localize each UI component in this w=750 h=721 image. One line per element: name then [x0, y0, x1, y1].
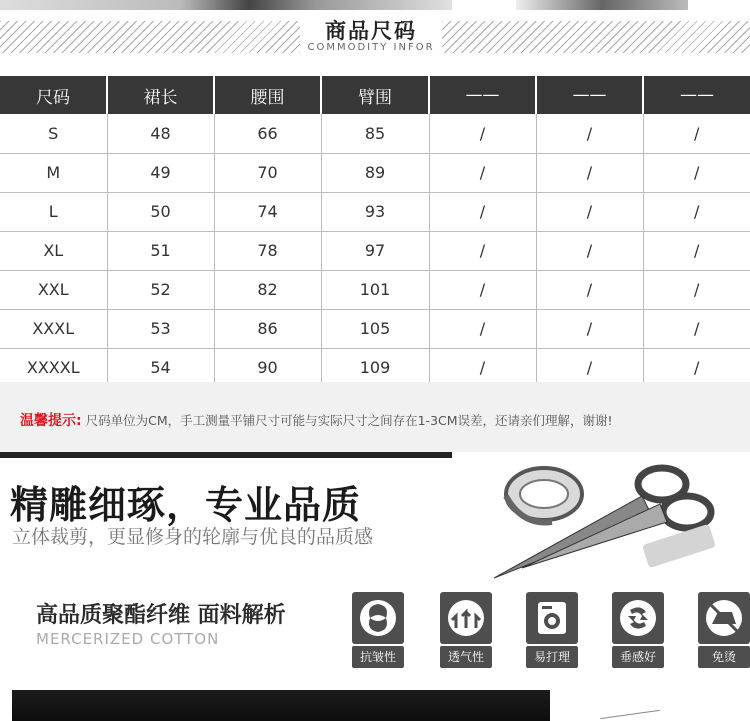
section-subtitle: COMMODITY INFOR	[307, 42, 435, 53]
col-header-blank-1: ——	[429, 76, 536, 114]
top-photo-left	[0, 0, 452, 10]
table-cell: /	[429, 114, 536, 153]
table-row	[0, 309, 750, 348]
table-cell: XXXXL	[0, 348, 107, 387]
feature-anti-wrinkle	[352, 592, 404, 668]
size-note	[20, 410, 613, 430]
table-cell: /	[536, 348, 643, 387]
feature-label: 透气性	[440, 646, 492, 668]
table-cell: 70	[214, 153, 321, 192]
table-cell: /	[643, 231, 750, 270]
table-cell: 51	[107, 231, 214, 270]
swirl-icon	[352, 592, 404, 644]
detail-headline: 精雕细琢，专业品质	[10, 483, 362, 527]
table-cell: 105	[321, 309, 429, 348]
washing-machine-icon	[526, 592, 578, 644]
table-cell: 50	[107, 192, 214, 231]
table-cell: /	[643, 192, 750, 231]
table-cell: /	[536, 231, 643, 270]
detail-subhead: 立体裁剪，更显修身的轮廓与优良的品质感	[12, 526, 374, 548]
table-cell: /	[536, 192, 643, 231]
table-row	[0, 270, 750, 309]
table-cell: /	[536, 270, 643, 309]
hatch-left	[0, 21, 300, 53]
table-cell: XXXL	[0, 309, 107, 348]
table-cell: /	[536, 114, 643, 153]
table-cell: 54	[107, 348, 214, 387]
no-iron-icon	[698, 592, 750, 644]
feature-label: 抗皱性	[352, 646, 404, 668]
table-cell: 48	[107, 114, 214, 153]
table-cell: 93	[321, 192, 429, 231]
table-cell: /	[429, 153, 536, 192]
breathable-icon	[440, 592, 492, 644]
table-cell: 66	[214, 114, 321, 153]
table-cell: 49	[107, 153, 214, 192]
table-row	[0, 153, 750, 192]
table-row	[0, 114, 750, 153]
table-cell: XL	[0, 231, 107, 270]
section-header	[0, 18, 750, 58]
note-label: 温馨提示:	[20, 413, 82, 429]
feature-good-drape	[612, 592, 664, 668]
col-header-blank-3: ——	[643, 76, 750, 114]
table-cell: 86	[214, 309, 321, 348]
feature-label: 垂感好	[612, 646, 664, 668]
col-header-length: 裙长	[107, 76, 214, 114]
table-cell: /	[429, 348, 536, 387]
feature-breathable	[440, 592, 492, 668]
table-cell: 97	[321, 231, 429, 270]
hatch-right	[442, 21, 750, 53]
size-table-header-row	[0, 76, 750, 114]
col-header-arm: 臂围	[321, 76, 429, 114]
table-cell: 78	[214, 231, 321, 270]
section-title: 商品尺码	[325, 19, 417, 43]
size-table	[0, 76, 750, 387]
fabric-photo	[12, 690, 550, 721]
table-cell: 101	[321, 270, 429, 309]
table-row	[0, 231, 750, 270]
fabric-title: 高品质聚酯纤维 面料解析	[36, 603, 286, 628]
table-cell: /	[536, 309, 643, 348]
table-cell: XXL	[0, 270, 107, 309]
col-header-waist: 腰围	[214, 76, 321, 114]
table-row	[0, 192, 750, 231]
table-cell: /	[694, 358, 700, 378]
table-cell: /	[643, 114, 750, 153]
table-cell: M	[0, 153, 107, 192]
table-cell: /	[429, 231, 536, 270]
tape-measure-scissors-illustration	[492, 456, 722, 582]
table-cell: 109	[321, 348, 429, 387]
fabric-subtitle: MERCERIZED COTTON	[36, 630, 220, 648]
table-cell: /	[536, 153, 643, 192]
table-cell: /	[429, 270, 536, 309]
col-header-blank-2: ——	[536, 76, 643, 114]
table-cell: /	[643, 270, 750, 309]
feature-label: 免烫	[698, 646, 750, 668]
table-cell: 82	[214, 270, 321, 309]
table-cell: L	[0, 192, 107, 231]
col-header-size: 尺码	[0, 76, 107, 114]
table-cell: /	[429, 192, 536, 231]
detail-banner	[0, 452, 750, 721]
fabric-photo-right	[556, 690, 750, 721]
note-text: 尺码单位为CM，手工测量平铺尺寸可能与实际尺寸之间存在1-3CM误差，还请亲们理解，谢谢!	[85, 413, 613, 428]
table-cell: 53	[107, 309, 214, 348]
table-cell: 85	[321, 114, 429, 153]
table-cell: /	[643, 153, 750, 192]
drape-icon	[612, 592, 664, 644]
feature-icons	[352, 588, 736, 668]
top-photo-right	[516, 0, 688, 10]
table-cell: 90	[214, 348, 321, 387]
table-cell: /	[429, 309, 536, 348]
table-cell: S	[0, 114, 107, 153]
banner-top-line	[0, 452, 452, 458]
table-cell: 52	[107, 270, 214, 309]
feature-easy-care	[526, 592, 578, 668]
feature-no-iron	[698, 592, 750, 668]
table-cell: /	[643, 309, 750, 348]
table-cell: 89	[321, 153, 429, 192]
table-cell: 74	[214, 192, 321, 231]
top-photo-strip	[0, 0, 750, 10]
feature-label: 易打理	[526, 646, 578, 668]
